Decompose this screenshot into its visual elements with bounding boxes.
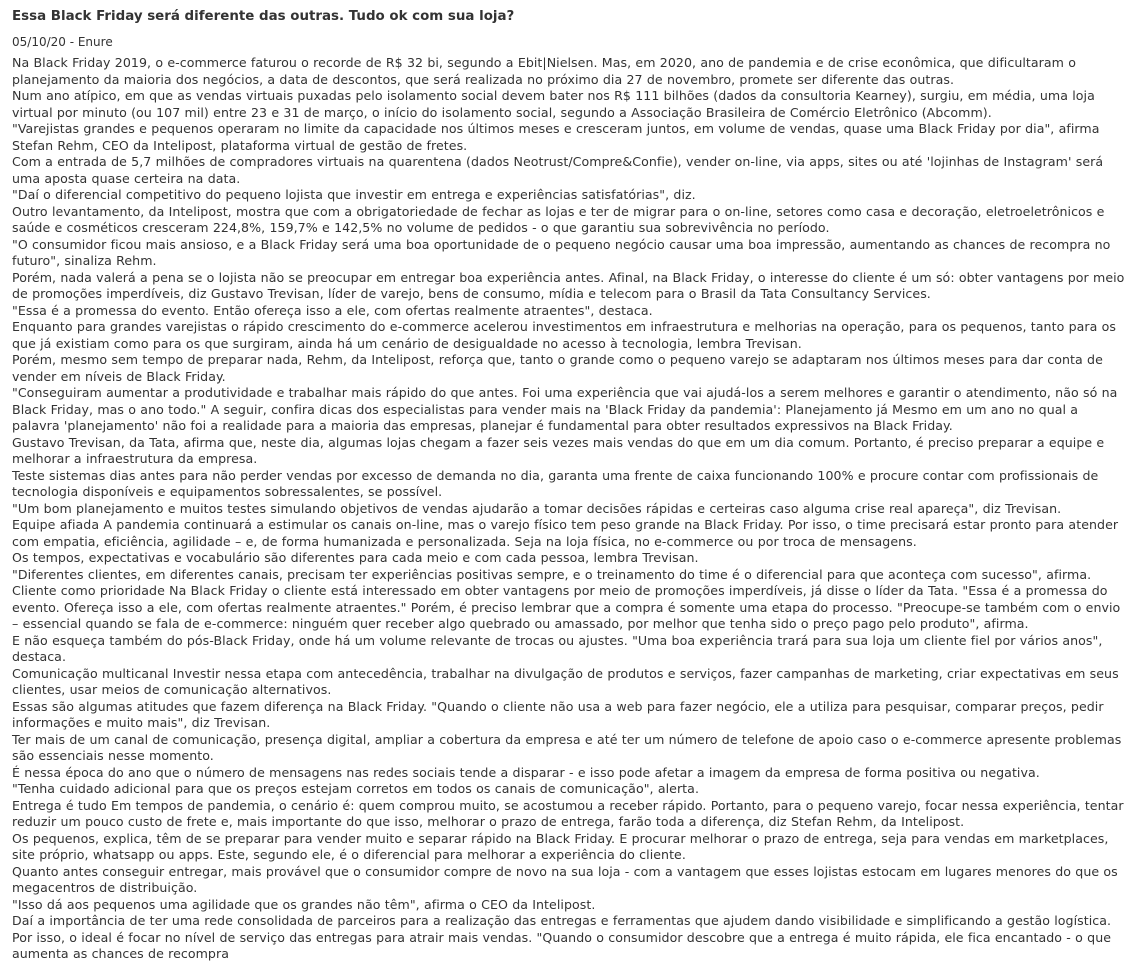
article-paragraph: Daí a importância de ter uma rede consolidada de parceiros para a realização das entregas e ferramentas que ajudem dando visibilidade e simplificando a gestão logística. — [12, 913, 1112, 928]
article-paragraph: Entrega é tudo Em tempos de pandemia, o cenário é: quem comprou muito, se acostumou a receber rápido. Portanto, para o pequeno varejo, focar nessa experiência, tentar reduzir um pouco custo de frete e, mais importante do que isso, melhorar o prazo de entrega, farão toda a diferença, diz Stefan Rehm, da Intelipost. — [12, 797, 1124, 829]
article-paragraph: Porém, mesmo sem tempo de preparar nada, Rehm, da Intelipost, reforça que, tanto o grande como o pequeno varejo se adaptaram nos últimos meses para dar conta de vender em níveis de Black Friday. — [12, 352, 1103, 384]
article-paragraph: "Essa é a promessa do evento. Então ofereça isso a ele, com ofertas realmente atraentes", destaca. — [12, 302, 653, 318]
article-paragraph: "Isso dá aos pequenos uma agilidade que os grandes não têm", afirma o CEO da Intelipost. — [12, 896, 596, 912]
article-paragraph: "Diferentes clientes, em diferentes canais, precisam ter experiências positivas sempre, e o treinamento do time é o diferencial para que aconteça com sucesso", afirma. — [12, 566, 1092, 582]
article-meta: 05/10/20 - Enure — [12, 35, 113, 49]
article-paragraph: Equipe afiada A pandemia continuará a estimular os canais on-line, mas o varejo físico tem peso grande na Black Friday. Por isso, o time precisará estar pronto para atender com empatia, eficiência, agilidade – e, de forma humanizada e personalizada. Seja na loja física, no e-commerce ou por troca de mensagens. — [12, 517, 1119, 549]
article-paragraph: Ter mais de um canal de comunicação, presença digital, ampliar a cobertura da empresa e até ter um número de telefone de apoio caso o e-commerce apresente problemas são essenciais nesse momento. — [12, 731, 1122, 763]
article-paragraph: Os pequenos, explica, têm de se preparar para vender muito e separar rápido na Black Friday. E procurar melhorar o prazo de entrega, seja para vendas em marketplaces, site próprio, whatsapp ou apps. Este, segundo ele, é o diferencial para melhorar a experiência do cliente. — [12, 830, 1109, 862]
article-title: Essa Black Friday será diferente das outras. Tudo ok com sua loja? — [12, 9, 515, 24]
article-paragraph: Teste sistemas dias antes para não perder vendas por excesso de demanda no dia, garanta uma frente de caixa funcionando 100% e procure contar com profissionais de tecnologia disponíveis e equipamentos sobressalentes, se possível. — [12, 467, 1099, 499]
article-paragraph: Num ano atípico, em que as vendas virtuais puxadas pelo isolamento social devem bater nos R$ 111 bilhões (dados da consultoria Kearney), surgiu, em média, uma loja virtual por minuto (ou 107 mil) entre 23 e 31 de março, o início do isolamento social, segundo a Associação Brasileira de Comércio Eletrônico (Abcomm). — [12, 88, 1095, 120]
article-paragraph: Na Black Friday 2019, o e-commerce faturou o recorde de R$ 32 bi, segundo a Ebit|Nielsen. Mas, em 2020, ano de pandemia e de crise econômica, que dificultaram o planejamento da maioria dos negócios, a data de descontos, que será realizada no próximo dia 27 de novembro, promete ser diferente das outras. — [12, 55, 1076, 87]
article-paragraph: "Tenha cuidado adicional para que os preços estejam corretos em todos os canais de comunicação", alerta. — [12, 781, 699, 796]
article-paragraph: Comunicação multicanal Investir nessa etapa com antecedência, trabalhar na divulgação de produtos e serviços, fazer campanhas de marketing, criar expectativas em seus clientes, usar meios de comunicação alternativos. — [12, 665, 1119, 697]
article-paragraph: E não esqueça também do pós-Black Friday, onde há um volume relevante de trocas ou ajustes. "Uma boa experiência trará para sua loja um cliente fiel por vários anos", destaca. — [12, 632, 1103, 664]
article-paragraph: "Conseguiram aumentar a produtividade e trabalhar mais rápido do que antes. Foi uma experiência que vai ajudá-los a serem melhores e garantir o atendimento, não só na Black Friday, mas o ano todo." A seguir, confira dicas dos especialistas para vender mais na 'Black Friday da pandemia': Planejamento já Mesmo em um ano no qual a palavra 'planejamento' não foi a realidade para a maioria das empresas, planejar é fundamental para obter resultados expressivos na Black Friday. — [12, 385, 1118, 433]
article-paragraph: Com a entrada de 5,7 milhões de compradores virtuais na quarentena (dados Neotrust/Compre&Confie), vender on-line, via apps, sites ou até 'lojinhas de Instagram' será uma aposta quase certeira na data. — [12, 154, 1104, 186]
article-paragraph: "O consumidor ficou mais ansioso, e a Black Friday será uma boa oportunidade de o pequeno negócio causar uma boa impressão, aumentando as chances de recompra no futuro", sinaliza Rehm. — [12, 236, 1111, 268]
article-paragraph: "Varejistas grandes e pequenos operaram no limite da capacidade nos últimos meses e cresceram juntos, em volume de vendas, quase uma Black Friday por dia", afirma Stefan Rehm, CEO da Intelipost, plataforma virtual de gestão de fretes. — [12, 121, 1100, 153]
article-paragraph: Essas são algumas atitudes que fazem diferença na Black Friday. "Quando o cliente não usa a web para fazer negócio, ele a utiliza para pesquisar, comparar preços, pedir informações e muito mais", diz Trevisan. — [12, 698, 1104, 730]
article-paragraph: É nessa época do ano que o número de mensagens nas redes sociais tende a disparar - e isso pode afetar a imagem da empresa de forma positiva ou negativa. — [12, 764, 1040, 780]
article-paragraph: Outro levantamento, da Intelipost, mostra que com a obrigatoriedade de fechar as lojas e ter de migrar para o on-line, setores como casa e decoração, eletroeletrônicos e saúde e cosméticos cresceram 224,8%, 159,7% e 142,5% no volume de pedidos - o que garantiu sua sobrevivência no período. — [12, 203, 1105, 235]
article-paragraph: "Um bom planejamento e muitos testes simulando objetivos de vendas ajudarão a tomar decisões rápidas e certeiras caso alguma crise real apareça", diz Trevisan. — [12, 500, 1062, 516]
article-body — [12, 55, 1125, 963]
article-paragraph: Gustavo Trevisan, da Tata, afirma que, neste dia, algumas lojas chegam a fazer seis vezes mais vendas do que em um dia comum. Portanto, é preciso preparar a equipe e melhorar a infraestrutura da empresa. — [12, 434, 1105, 466]
article-paragraph: "Daí o diferencial competitivo do pequeno lojista que investir em entrega e experiências satisfatórias", diz. — [12, 187, 696, 202]
article-paragraph: Porém, nada valerá a pena se o lojista não se preocupar em entregar boa experiência antes. Afinal, na Black Friday, o interesse do cliente é um só: obter vantagens por meio de promoções imperdíveis, diz Gustavo Trevisan, líder de varejo, bens de consumo, mídia e telecom para o Brasil da Tata Consultancy Services. — [12, 269, 1125, 301]
article-paragraph: Enquanto para grandes varejistas o rápido crescimento do e-commerce acelerou investimentos em infraestrutura e melhorias na operação, para os pequenos, tanto para os que já existiam como para os que surgiram, ainda há um cenário de desigualdade no acesso à tecnologia, lembra Trevisan. — [12, 319, 1117, 351]
article-paragraph: Cliente como prioridade Na Black Friday o cliente está interessado em obter vantagens por meio de promoções imperdíveis, já disse o líder da Tata. "Essa é a promessa do evento. Ofereça isso a ele, com ofertas realmente atraentes." Porém, é preciso lembrar que a compra é somente uma etapa do processo. "Preocupe-se também com o envio – essencial quando se fala de e-commerce: ninguém quer receber algo quebrado ou amassado, por melhor que tenha sido o preço pago pelo produto", afirma. — [12, 583, 1121, 631]
article-paragraph: Por isso, o ideal é focar no nível de serviço das entregas para atrair mais vendas. "Quando o consumidor descobre que a entrega é muito rápida, ele fica encantado - o que aumenta as chances de recompra — [12, 929, 1112, 961]
article-paragraph: Os tempos, expectativas e vocabulário são diferentes para cada meio e com cada pessoa, lembra Trevisan. — [12, 550, 699, 565]
article-paragraph: Quanto antes conseguir entregar, mais provável que o consumidor compre de novo na sua loja - com a vantagem que esses lojistas estocam em lugares menores do que os megacentros de distribuição. — [12, 863, 1118, 895]
